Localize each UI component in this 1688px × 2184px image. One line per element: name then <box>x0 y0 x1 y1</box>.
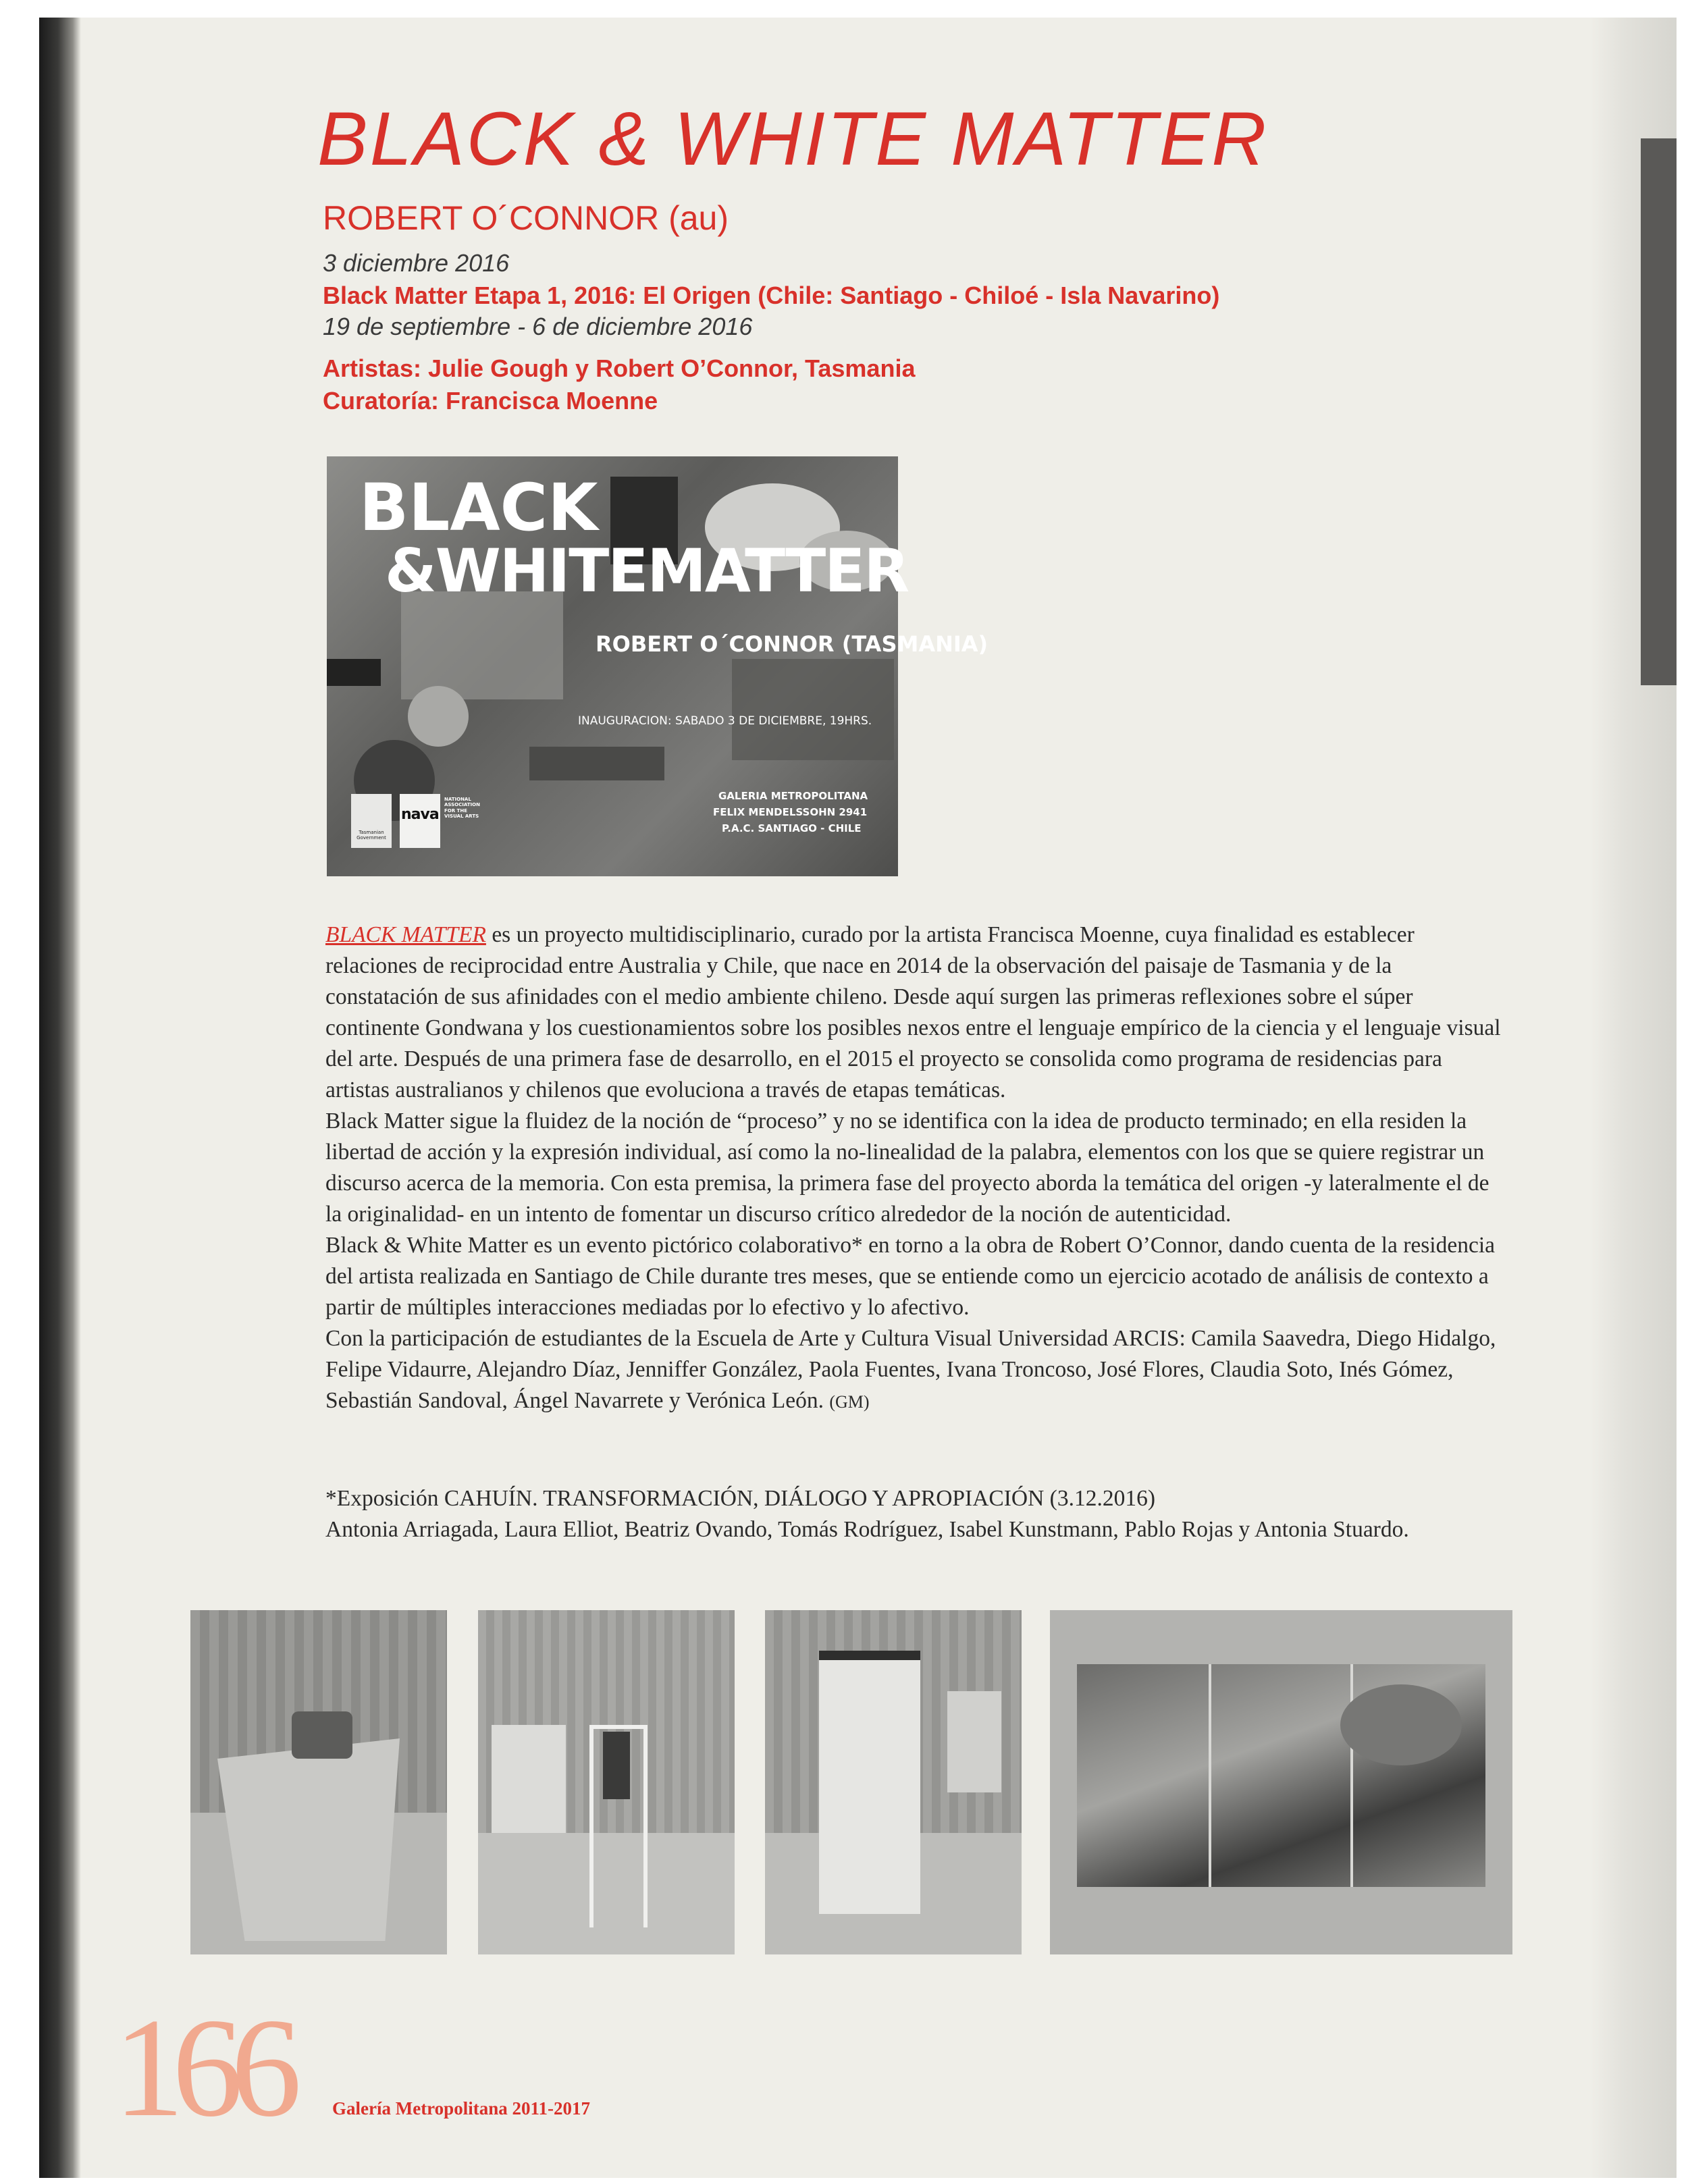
paragraph-1: BLACK MATTER es un proyecto multidisciplinario, curado por la artista Francisca Moenne, cuya finalidad es establecer relaciones de reciprocidad entre Australia y Chile, que nace en 2014 de la observación del paisaje de Tasmania y de la constatación de sus afinidades con el medio ambiente chileno. Desde aquí surgen las primeras reflexiones sobre el súper continente Gondwana y los cuestionamientos sobre los posibles nexos entre el lenguaje empírico de la ciencia y el lenguaje visual del arte. Después de una primera fase de desarrollo, en el 2015 el proyecto se consolida como programa de residencias para artistas australianos y chilenos que evoluciona a través de etapas temáticas. <box>325 922 1501 1102</box>
poster-venue-3: P.A.C. SANTIAGO - CHILE <box>722 822 862 834</box>
nava-logo: nava <box>400 794 440 848</box>
installation-photo-4 <box>1050 1610 1512 1954</box>
publication-label: Galería Metropolitana 2011-2017 <box>332 2098 590 2119</box>
paragraph-2: Black Matter sigue la fluidez de la noción de “proceso” y no se identifica con la idea de producto terminado; en ella residen la libertad de acción y la expresión individual, así como la no-linealidad de la palabra, elementos con los que se quiere registrar un discurso acerca de la memoria. Con esta premisa, la primera fase del proyecto aborda la temática del origen -y lateralmente el de la originalidad- en un intento de fomentar un discurso crítico alrededor de la noción de autenticidad. <box>325 1109 1489 1227</box>
project-line: Black Matter Etapa 1, 2016: El Origen (Chile: Santiago - Chiloé - Isla Navarino) <box>323 282 1220 309</box>
project-dates: 19 de septiembre - 6 de diciembre 2016 <box>323 313 753 340</box>
curator-credit: Curatoría: Francisca Moenne <box>323 387 658 415</box>
event-date: 3 diciembre 2016 <box>323 249 510 277</box>
footnote <box>325 1483 1541 1545</box>
artist-heading: ROBERT O´CONNOR (au) <box>323 199 729 237</box>
footnote-line-1: *Exposición CAHUÍN. TRANSFORMACIÓN, DIÁLOGO Y APROPIACIÓN (3.12.2016) <box>325 1486 1155 1511</box>
poster-artist: ROBERT O´CONNOR (TASMANIA) <box>596 631 988 657</box>
installation-photo-1 <box>190 1610 447 1954</box>
article-body <box>325 920 1507 1418</box>
lead-term: BLACK MATTER <box>325 922 486 947</box>
exhibition-poster-image <box>327 456 988 876</box>
nava-logo-text: NATIONAL ASSOCIATION FOR THE VISUAL ARTS <box>444 797 480 820</box>
paragraph-3: Black & White Matter es un evento pictórico colaborativo* en torno a la obra de Robert O’Connor, dando cuenta de la residencia del artista realizada en Santiago de Chile durante tres meses, que se entiende como un ejercicio acotado de análisis de contexto a partir de múltiples interacciones mediadas por lo efectivo y lo afectivo. <box>325 1233 1496 1320</box>
paragraph-4: Con la participación de estudiantes de la Escuela de Arte y Cultura Visual Universidad ARCIS: Camila Saavedra, Diego Hidalgo, Felipe Vidaurre, Alejandro Díaz, Jenniffer González, Paola Fuentes, Ivana Troncoso, José Flores, Claudia Soto, Inés Gómez, Sebastián Sandoval, Ángel Navarrete y Verónica León. (GM) <box>325 1326 1496 1413</box>
poster-title-line2: &WHITEMATTER <box>385 536 909 606</box>
artists-credit: Artistas: Julie Gough y Robert O’Connor, Tasmania <box>323 354 916 382</box>
tasmanian-government-logo: Tasmanian Government <box>351 794 392 848</box>
author-initials: (GM) <box>829 1392 870 1412</box>
page-number: 166 <box>113 1990 290 2146</box>
page-tab-marker <box>1641 138 1677 685</box>
installation-photo-3 <box>765 1610 1022 1954</box>
spine-shadow <box>39 18 81 2178</box>
poster-title-line1: BLACK <box>359 470 598 545</box>
footnote-line-2: Antonia Arriagada, Laura Elliot, Beatriz Ovando, Tomás Rodríguez, Isabel Kunstmann, Pablo Rojas y Antonia Stuardo. <box>325 1517 1409 1542</box>
installation-photo-2 <box>478 1610 735 1954</box>
poster-opening: INAUGURACION: SABADO 3 DE DICIEMBRE, 19HRS. <box>578 714 872 728</box>
poster-venue-2: FELIX MENDELSSOHN 2941 <box>713 806 868 818</box>
poster-venue-1: GALERIA METROPOLITANA <box>718 790 868 802</box>
page-title: BLACK & WHITE MATTER <box>317 97 1269 181</box>
